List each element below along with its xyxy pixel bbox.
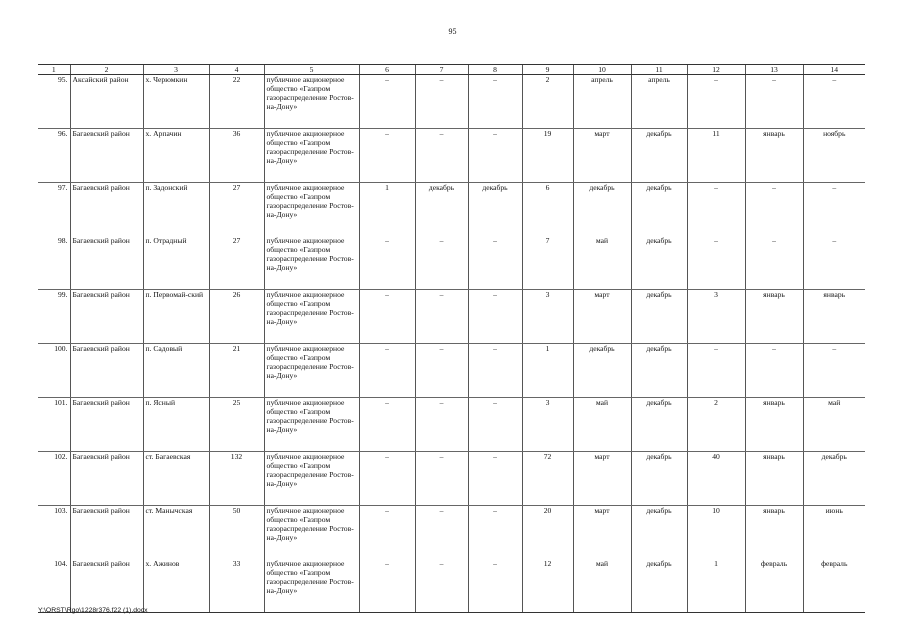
locality-cell: п. Ясный — [143, 398, 209, 452]
col14-cell: июнь — [803, 506, 865, 560]
row-number: 99. — [38, 290, 70, 344]
col14-cell: – — [803, 75, 865, 129]
col13-cell: январь — [745, 129, 803, 183]
table-row — [38, 75, 865, 129]
locality-cell: ст. Манычская — [143, 506, 209, 560]
column-number-7: 7 — [415, 65, 468, 75]
table-row — [38, 398, 865, 452]
col7-cell: – — [415, 344, 468, 398]
column-number-13: 13 — [745, 65, 803, 75]
col7-cell: – — [415, 398, 468, 452]
col12-cell: – — [687, 236, 745, 290]
col7-cell: – — [415, 129, 468, 183]
col11-cell: декабрь — [631, 452, 687, 506]
col6-cell: – — [359, 344, 415, 398]
col8-cell: – — [468, 559, 522, 613]
col6-cell: – — [359, 236, 415, 290]
column-number-4: 4 — [209, 65, 264, 75]
col6-cell: 1 — [359, 183, 415, 237]
organization-cell: публичное акционерное общество «Газпром газораспределение Ростов-на-Дону» — [264, 344, 359, 398]
column-number-9: 9 — [522, 65, 573, 75]
col10-cell: март — [573, 452, 631, 506]
column-number-6: 6 — [359, 65, 415, 75]
column-number-14: 14 — [803, 65, 865, 75]
column-number-2: 2 — [70, 65, 143, 75]
col13-cell: январь — [745, 506, 803, 560]
col4-cell: 22 — [209, 75, 264, 129]
row-number: 101. — [38, 398, 70, 452]
col11-cell: декабрь — [631, 290, 687, 344]
col11-cell: декабрь — [631, 344, 687, 398]
row-number: 100. — [38, 344, 70, 398]
col14-cell: январь — [803, 290, 865, 344]
col7-cell: – — [415, 506, 468, 560]
col6-cell: – — [359, 398, 415, 452]
col9-cell: 1 — [522, 344, 573, 398]
col8-cell: – — [468, 506, 522, 560]
organization-cell: публичное акционерное общество «Газпром газораспределение Ростов-на-Дону» — [264, 129, 359, 183]
col4-cell: 25 — [209, 398, 264, 452]
col9-cell: 2 — [522, 75, 573, 129]
col7-cell: – — [415, 75, 468, 129]
col4-cell: 26 — [209, 290, 264, 344]
col6-cell: – — [359, 129, 415, 183]
row-number: 104. — [38, 559, 70, 613]
col6-cell: – — [359, 290, 415, 344]
row-number: 97. — [58, 183, 68, 192]
col4-cell: 50 — [209, 506, 264, 560]
col7-cell: – — [415, 236, 468, 290]
col4-cell: 27 — [209, 183, 264, 237]
district-cell: Багаевский район — [70, 236, 143, 290]
district-cell: Багаевский район — [70, 506, 143, 560]
col9-cell: 20 — [522, 506, 573, 560]
row-number: 98. — [38, 236, 70, 290]
col14-cell: – — [803, 236, 865, 290]
organization-cell: публичное акционерное общество «Газпром газораспределение Ростов-на-Дону» — [264, 75, 359, 129]
col8-cell: – — [468, 129, 522, 183]
district-cell: Багаевский район — [70, 183, 143, 237]
locality-cell: п. Задонский — [143, 183, 209, 237]
col10-cell: май — [573, 559, 631, 613]
col13-cell: – — [745, 75, 803, 129]
locality-cell: х. Черюмкин — [143, 75, 209, 129]
col14-cell: февраль — [803, 559, 865, 613]
row-number: 96. — [38, 129, 70, 183]
col12-cell: 11 — [687, 129, 745, 183]
col10-cell: май — [573, 398, 631, 452]
col10-cell: май — [573, 236, 631, 290]
locality-cell: х. Ажинов — [143, 559, 209, 613]
district-cell: Багаевский район — [70, 129, 143, 183]
col13-cell: январь — [745, 398, 803, 452]
col11-cell: декабрь — [631, 398, 687, 452]
col7-cell: декабрь — [415, 183, 468, 237]
col8-cell: – — [468, 344, 522, 398]
organization-cell: публичное акционерное общество «Газпром газораспределение Ростов-на-Дону» — [264, 183, 359, 237]
organization-cell: публичное акционерное общество «Газпром газораспределение Ростов-на-Дону» — [264, 452, 359, 506]
locality-cell: х. Арпачин — [143, 129, 209, 183]
col11-cell: декабрь — [631, 129, 687, 183]
district-cell: Багаевский район — [70, 290, 143, 344]
col12-cell: – — [687, 75, 745, 129]
col10-cell: март — [573, 290, 631, 344]
col11-cell: декабрь — [631, 236, 687, 290]
table-body — [38, 75, 865, 613]
col8-cell: – — [468, 236, 522, 290]
col14-cell: – — [803, 183, 865, 237]
organization-cell: публичное акционерное общество «Газпром газораспределение Ростов-на-Дону» — [264, 506, 359, 560]
column-number-3: 3 — [143, 65, 209, 75]
table-row — [38, 452, 865, 506]
col9-cell: 6 — [522, 183, 573, 237]
table-row — [38, 290, 865, 344]
column-number-8: 8 — [468, 65, 522, 75]
row-number: 95. — [38, 75, 70, 129]
col4-cell: 33 — [209, 559, 264, 613]
col14-cell: – — [803, 344, 865, 398]
col6-cell: – — [359, 452, 415, 506]
table-row — [38, 506, 865, 560]
col9-cell: 72 — [522, 452, 573, 506]
file-path-footer: Y:\ORST\Rgo\1228r376.f22 (1).docx — [38, 607, 148, 614]
col12-cell: 10 — [687, 506, 745, 560]
col14-cell: ноябрь — [803, 129, 865, 183]
col8-cell: – — [468, 398, 522, 452]
col14-cell: май — [803, 398, 865, 452]
district-cell: Багаевский район — [70, 398, 143, 452]
col6-cell: – — [359, 75, 415, 129]
col6-cell: – — [359, 559, 415, 613]
col9-cell: 12 — [522, 559, 573, 613]
locality-cell: п. Садовый — [143, 344, 209, 398]
column-number-10: 10 — [573, 65, 631, 75]
district-cell: Аксайский район — [70, 75, 143, 129]
col11-cell: декабрь — [631, 183, 687, 237]
col4-cell: 132 — [209, 452, 264, 506]
col11-cell: апрель — [631, 75, 687, 129]
organization-cell: публичное акционерное общество «Газпром газораспределение Ростов-на-Дону» — [264, 398, 359, 452]
column-number-5: 5 — [264, 65, 359, 75]
col13-cell: – — [745, 236, 803, 290]
col9-cell: 3 — [522, 290, 573, 344]
col10-cell: декабрь — [573, 344, 631, 398]
col10-cell: март — [573, 129, 631, 183]
col12-cell: 40 — [687, 452, 745, 506]
col10-cell: апрель — [573, 75, 631, 129]
col12-cell: 2 — [687, 398, 745, 452]
row-number: 103. — [54, 506, 68, 515]
col10-cell: март — [573, 506, 631, 560]
locality-cell: п. Первомай-ский — [143, 290, 209, 344]
col13-cell: январь — [745, 452, 803, 506]
row-number: 102. — [38, 452, 70, 506]
column-number-row — [38, 65, 865, 75]
page-number: 95 — [448, 27, 457, 36]
column-number-1: 1 — [38, 65, 70, 75]
col8-cell: – — [468, 290, 522, 344]
table-row — [38, 344, 865, 398]
organization-cell: публичное акционерное общество «Газпром газораспределение Ростов-на-Дону» — [264, 290, 359, 344]
column-number-11: 11 — [631, 65, 687, 75]
col4-cell: 21 — [209, 344, 264, 398]
col12-cell: 1 — [687, 559, 745, 613]
col13-cell: февраль — [745, 559, 803, 613]
col7-cell: – — [415, 452, 468, 506]
col9-cell: 7 — [522, 236, 573, 290]
locality-cell: ст. Багаевская — [143, 452, 209, 506]
col7-cell: – — [415, 559, 468, 613]
col14-cell: декабрь — [803, 452, 865, 506]
table-row — [38, 236, 865, 290]
col8-cell: декабрь — [468, 183, 522, 237]
organization-cell: публичное акционерное общество «Газпром газораспределение Ростов-на-Дону» — [264, 236, 359, 290]
locality-cell: п. Отрадный — [143, 236, 209, 290]
col12-cell: – — [687, 344, 745, 398]
col13-cell: – — [745, 344, 803, 398]
col4-cell: 27 — [209, 236, 264, 290]
district-cell: Багаевский район — [70, 559, 143, 613]
col10-cell: декабрь — [573, 183, 631, 237]
table-row — [38, 183, 865, 237]
col13-cell: – — [745, 183, 803, 237]
col11-cell: декабрь — [631, 559, 687, 613]
col12-cell: – — [687, 183, 745, 237]
col13-cell: январь — [745, 290, 803, 344]
col9-cell: 3 — [522, 398, 573, 452]
organization-cell: публичное акционерное общество «Газпром газораспределение Ростов-на-Дону» — [264, 559, 359, 613]
district-cell: Багаевский район — [70, 344, 143, 398]
col4-cell: 36 — [209, 129, 264, 183]
table-row — [38, 129, 865, 183]
col7-cell: – — [415, 290, 468, 344]
table-row — [38, 559, 865, 613]
col8-cell: – — [468, 452, 522, 506]
col11-cell: декабрь — [631, 506, 687, 560]
col12-cell: 3 — [687, 290, 745, 344]
col6-cell: – — [359, 506, 415, 560]
column-number-12: 12 — [687, 65, 745, 75]
district-cell: Багаевский район — [70, 452, 143, 506]
col8-cell: – — [468, 75, 522, 129]
gasification-table — [38, 64, 865, 613]
col9-cell: 19 — [522, 129, 573, 183]
